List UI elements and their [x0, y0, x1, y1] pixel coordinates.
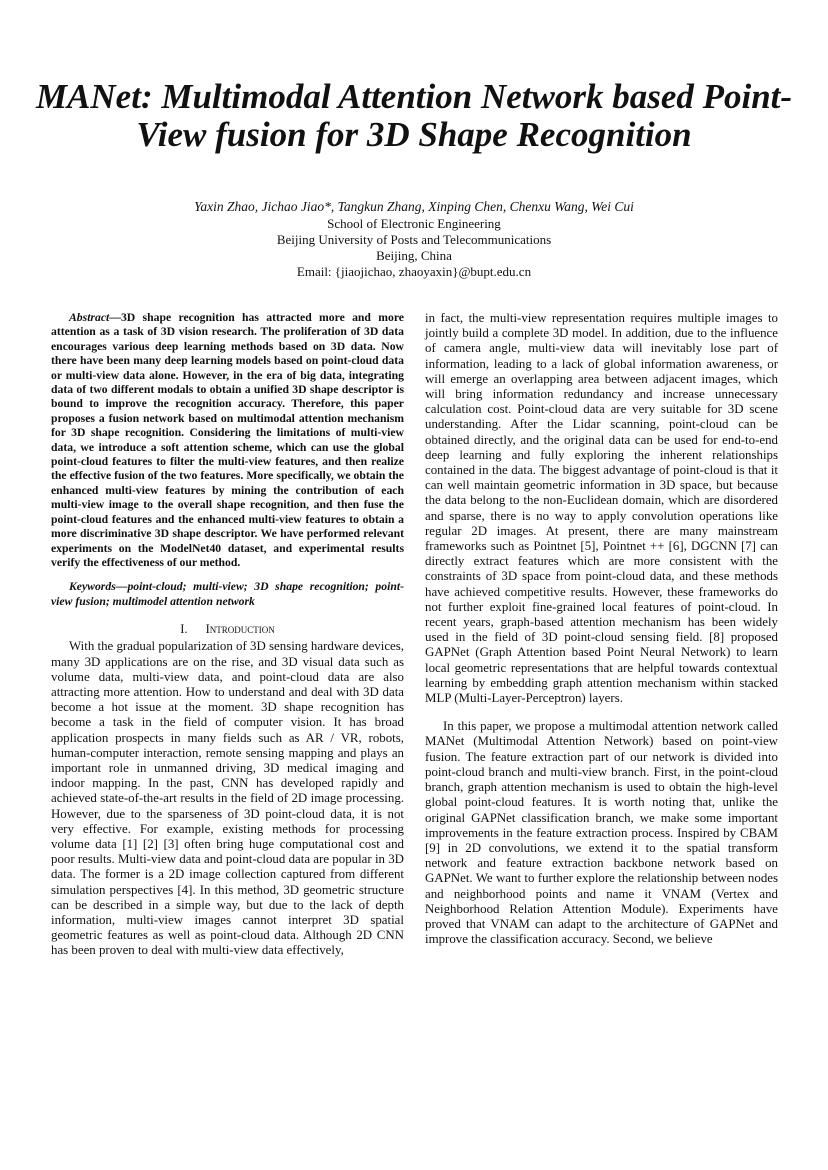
intro-paragraph-1-continued: in fact, the multi-view representation requires multiple images to jointly build a complete 3D model. In addition, due to the influence of camera angle, multi-view data will inevitably lose part of information, leading to a lack of global information awareness, or will emerge an overlapping area between adjacent images, which will bring information redundancy and increase unnecessary calculation cost. Point-cloud data are very suitable for 3D scene understanding. After the Lidar scanning, point-cloud can be obtained directly, and the original data can be used for end-to-end deep learning and fully exploring the inherent relationships contained in the data. The biggest advantage of point-cloud is that it can well maintain geometric information in 3D space, but because the data belong to the non-Euclidean domain, which are disordered and sparse, there is no way to apply convolution operations like regular 2D images. At present, there are many mainstream frameworks such as Pointnet [5], Pointnet ++ [6], DGCNN [7] can directly extract features which are more consistent with the constraints of 3D space from point-cloud data, and these methods have achieved competitive results. However, these frameworks do not further exploit fine-grained local features of point-cloud. In recent years, graph-based attention mechanism has been widely used in the field of 3D point-cloud sensing field. [8] proposed GAPNet (Graph Attention based Point Neural Network) to learn local geometric representations that are helpful towards contextual learning by embedding graph attention mechanism within stacked MLP (Multi-Layer-Perceptron) layers.	[425, 311, 778, 706]
right-column	[425, 311, 778, 947]
intro-paragraph-1: With the gradual popularization of 3D sensing hardware devices, many 3D applications are on the rise, and 3D visual data such as volume data, multi-view data, and point-cloud data are also attracting more attention. How to understand and deal with 3D data become a hot issue at the moment. 3D shape recognition has become a task in the field of computer vision. It has broad application prospects in many fields such as AR / VR, robots, human-computer interaction, remote sensing mapping and plays an important role in unmanned driving, 3D medical imaging and indoor mapping. In the past, CNN has developed rapidly and achieved state-of-the-art results in the field of 2D image processing. However, due to the sparseness of 3D point-cloud data, it is not very effective. For example, existing methods for processing volume data [1] [2] [3] often bring huge computational cost and poor results. Multi-view data and point-cloud data are popular in 3D data. The former is a 2D image collection captured from different simulation perspectives [4]. In this method, 3D geometric structure can be described in a simple way, but due to the lack of depth information, multi-view images cannot interpret 3D spatial geometric features as well as point-cloud data. Although 2D CNN has been proven to deal with multi-view data effectively,	[51, 639, 404, 958]
affiliation-school: School of Electronic Engineering	[327, 216, 501, 231]
left-column	[51, 311, 404, 959]
section-number: I.	[180, 622, 188, 637]
abstract-text: —3D shape recognition has attracted more and more attention as a task of 3D vision research. The proliferation of 3D data encourages various deep learning methods based on 3D data. Now there have been many deep learning models based on point-cloud data or multi-view data alone. However, in the era of big data, integrating data of two different modals to obtain a unified 3D shape descriptor is bound to improve the recognition accuracy. Therefore, this paper proposes a fusion network based on multimodal attention mechanism for 3D shape recognition. Considering the limitations of multi-view data, we introduce a soft attention scheme, which can use the global point-cloud features to filter the multi-view features, and then realize the effective fusion of the two features. More specifically, we obtain the enhanced multi-view features by mining the contribution of each multi-view image to the overall shape recognition, and then fuse the point-cloud features and the enhanced multi-view features to obtain a more discriminative 3D shape descriptor. We have performed relevant experiments on the ModelNet40 dataset, and experimental results verify the effectiveness of our method.	[51, 311, 404, 569]
section-heading-introduction	[51, 622, 404, 637]
author-list: Yaxin Zhao, Jichao Jiao*, Tangkun Zhang, Xinping Chen, Chenxu Wang, Wei Cui	[194, 199, 634, 214]
keywords: Keywords—point-cloud; multi-view; 3D shape recognition; point-view fusion; multimodel attention network	[51, 580, 404, 608]
intro-paragraph-2: In this paper, we propose a multimodal attention network called MANet (Multimodal Attention Network) based on point-view fusion. The feature extraction part of our network is divided into point-cloud branch and multi-view branch. First, in the point-cloud branch, graph attention mechanism is used to obtain the high-level global point-cloud features. It is worth noting that, unlike the original GAPNet classification branch, we make some important improvements in the feature extraction process. Inspired by CBAM [9] in 2D convolutions, we extend it to the spatial transform network and feature extraction backbone network based on GAPNet. We want to further explore the relationship between nodes and neighborhood points and name it VNAM (Vertex and Neighborhood Relation Attention Module). Experiments have proved that VNAM can adapt to the architecture of GAPNet and improve the classification accuracy. Second, we believe	[425, 719, 778, 947]
affiliation-university: Beijing University of Posts and Telecommunications	[276, 232, 552, 247]
abstract	[51, 311, 404, 570]
section-title: Introduction	[205, 622, 275, 637]
affiliation-block	[100, 216, 728, 280]
abstract-label: Abstract	[69, 311, 110, 324]
affiliation-location: Beijing, China	[376, 248, 452, 263]
affiliation-email: Email: {jiaojichao, zhaoyaxin}@bupt.edu.cn	[296, 264, 532, 279]
paper-title: MANet: Multimodal Attention Network based Point-View fusion for 3D Shape Recognition	[35, 77, 793, 154]
